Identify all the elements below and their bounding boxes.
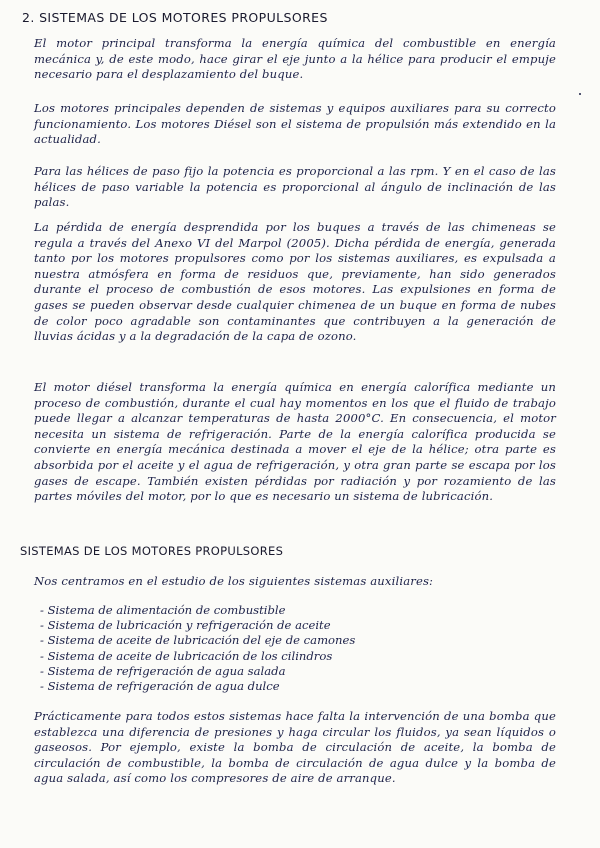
list-item: - Sistema de alimentación de combustible — [40, 603, 286, 617]
paragraph-5: El motor diésel transforma la energía química en energía calorífica mediante un proceso de combustión, durante el cual hay momentos en los que el fluido de trabajo puede llegar a alcanzar temperaturas de hasta 2000°C. En consecuencia, el motor necesita un sistema de refrigeración. Parte de la energía calorífica producida se convierte en energía mecánica destinada a mover el eje de la hélice; otra parte es absorbida por el aceite y el agua de refrigeración, y otra gran parte se escapa por los gases de escape. También existen pérdidas por radiación y por rozamiento de las partes móviles del motor, por lo que es necesario un sistema de lubricación. — [34, 380, 556, 504]
closing-paragraph: Prácticamente para todos estos sistemas hace falta la intervención de una bomba que establezca una diferencia de presiones y haga circular los fluidos, ya sean líquidos o gaseosos. Por ejemplo, existe la bomba de circulación de aceite, la bomba de circulación de combustible, la bomba de circulación de agua dulce y la bomba de agua salada, así como los compresores de aire de arranque. — [34, 709, 556, 786]
paragraph-1: El motor principal transforma la energía química del combustible en energía mecánica y, de este modo, hace girar el eje junto a la hélice para producir el empuje necesario para el desplazamiento del buque. — [34, 36, 556, 82]
auxiliary-systems-list — [40, 603, 520, 694]
paragraph-2: Los motores principales dependen de sistemas y equipos auxiliares para su correcto funcionamiento. Los motores Diésel son el sistema de propulsión más extendido en la actualidad. — [34, 101, 556, 147]
list-item: - Sistema de lubricación y refrigeración de aceite — [40, 618, 331, 633]
ink-dot — [579, 93, 581, 95]
paragraph-3: Para las hélices de paso fijo la potencia es proporcional a las rpm. Y en el caso de las hélices de paso variable la potencia es proporcional al ángulo de inclinación de las palas. — [34, 164, 556, 210]
paragraph-4: La pérdida de energía desprendida por los buques a través de las chimeneas se regula a través del Anexo VI del Marpol (2005). Dicha pérdida de energía, generada tanto por los motores propulsores como por los sistemas auxiliares, es expulsada a nuestra atmósfera en forma de residuos que, previamente, han sido generados durante el proceso de combustión de esos motores. Las expulsiones en forma de gases se pueden observar desde cualquier chimenea de un buque en forma de nubes de color poco agradable son contaminantes que contribuyen a la generación de lluvias ácidas y a la degradación de la capa de ozono. — [34, 220, 556, 344]
list-item: - Sistema de aceite de lubricación de los cilindros — [40, 648, 333, 663]
section-title: SISTEMAS DE LOS MOTORES PROPULSORES — [20, 544, 284, 558]
intro-paragraph: Nos centramos en el estudio de los siguientes sistemas auxiliares: — [34, 574, 434, 588]
list-item: - Sistema de refrigeración de agua salada — [40, 663, 286, 678]
page-title: 2. SISTEMAS DE LOS MOTORES PROPULSORES — [22, 10, 328, 25]
list-item: - Sistema de aceite de lubricación del eje de camones — [40, 633, 356, 648]
list-item: - Sistema de refrigeración de agua dulce — [40, 679, 280, 694]
